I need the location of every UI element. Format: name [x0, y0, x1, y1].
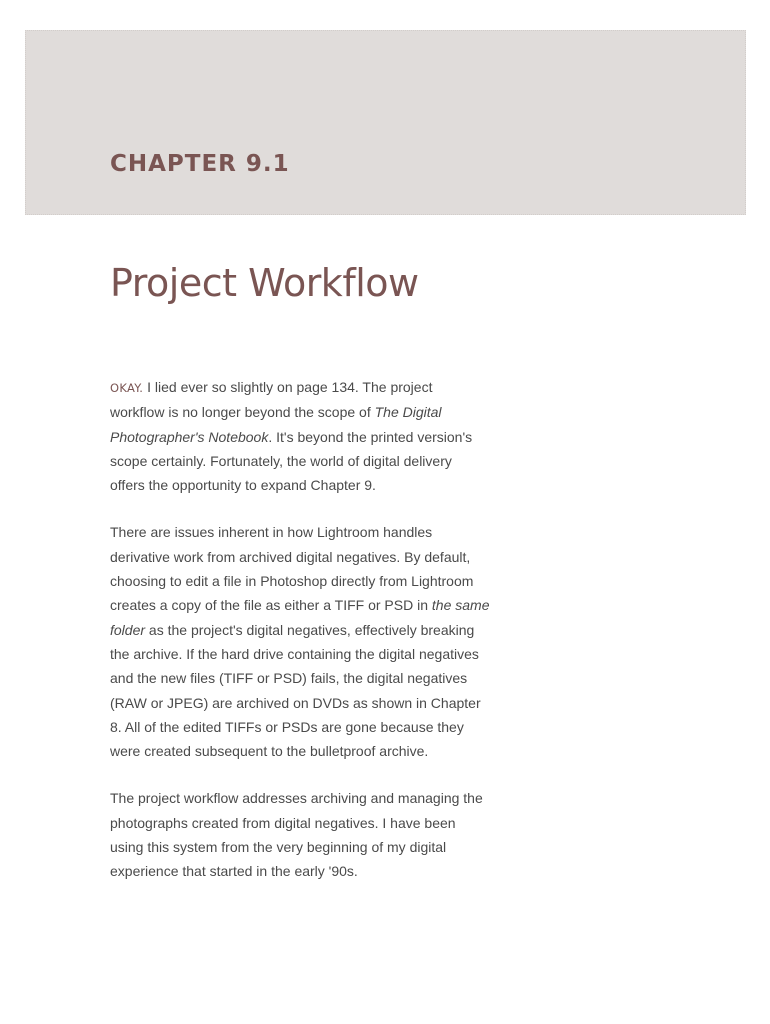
paragraph-1-text-a: I lied ever so slightly on page 134. The project workflow is no longer beyond the scope of	[110, 379, 433, 421]
paragraph-2-text-a: There are issues inherent in how Lightroom handles derivative work from archived digital negatives. By default, choosing to edit a file in Photoshop directly from Lightroom creates a copy of the file as either a TIFF or PSD in	[110, 524, 474, 614]
chapter-header-band	[25, 30, 746, 215]
book-title-emphasis: The Digital Photographer's Notebook	[110, 404, 442, 445]
paragraph-1	[110, 375, 490, 497]
paragraph-2-text-b: as the project's digital negatives, effectively breaking the archive. If the hard drive containing the digital negatives and the new files (TIFF or PSD) fails, the digital negatives (RAW or JPEG) are archived on DVDs as shown in Chapter 8. All of the edited TIFFs or PSDs are gone because they were created subsequent to the bulletproof archive.	[110, 621, 481, 760]
lead-in: OKAY.	[110, 381, 144, 395]
same-folder-emphasis: the same folder	[110, 597, 490, 638]
paragraph-2	[110, 520, 490, 763]
body-text	[110, 375, 490, 907]
paragraph-3-text: The project workflow addresses archiving and managing the photographs created from digital negatives. I have been using this system from the very beginning of my digital experience that started in the early '90s.	[110, 790, 483, 880]
paragraph-1-text-b: . It's beyond the printed version's scope certainly. Fortunately, the world of digital delivery offers the opportunity to expand Chapter 9.	[110, 428, 473, 494]
paragraph-3	[110, 786, 490, 883]
page-title: Project Workflow	[110, 261, 419, 305]
chapter-label: CHAPTER 9.1	[110, 151, 290, 177]
